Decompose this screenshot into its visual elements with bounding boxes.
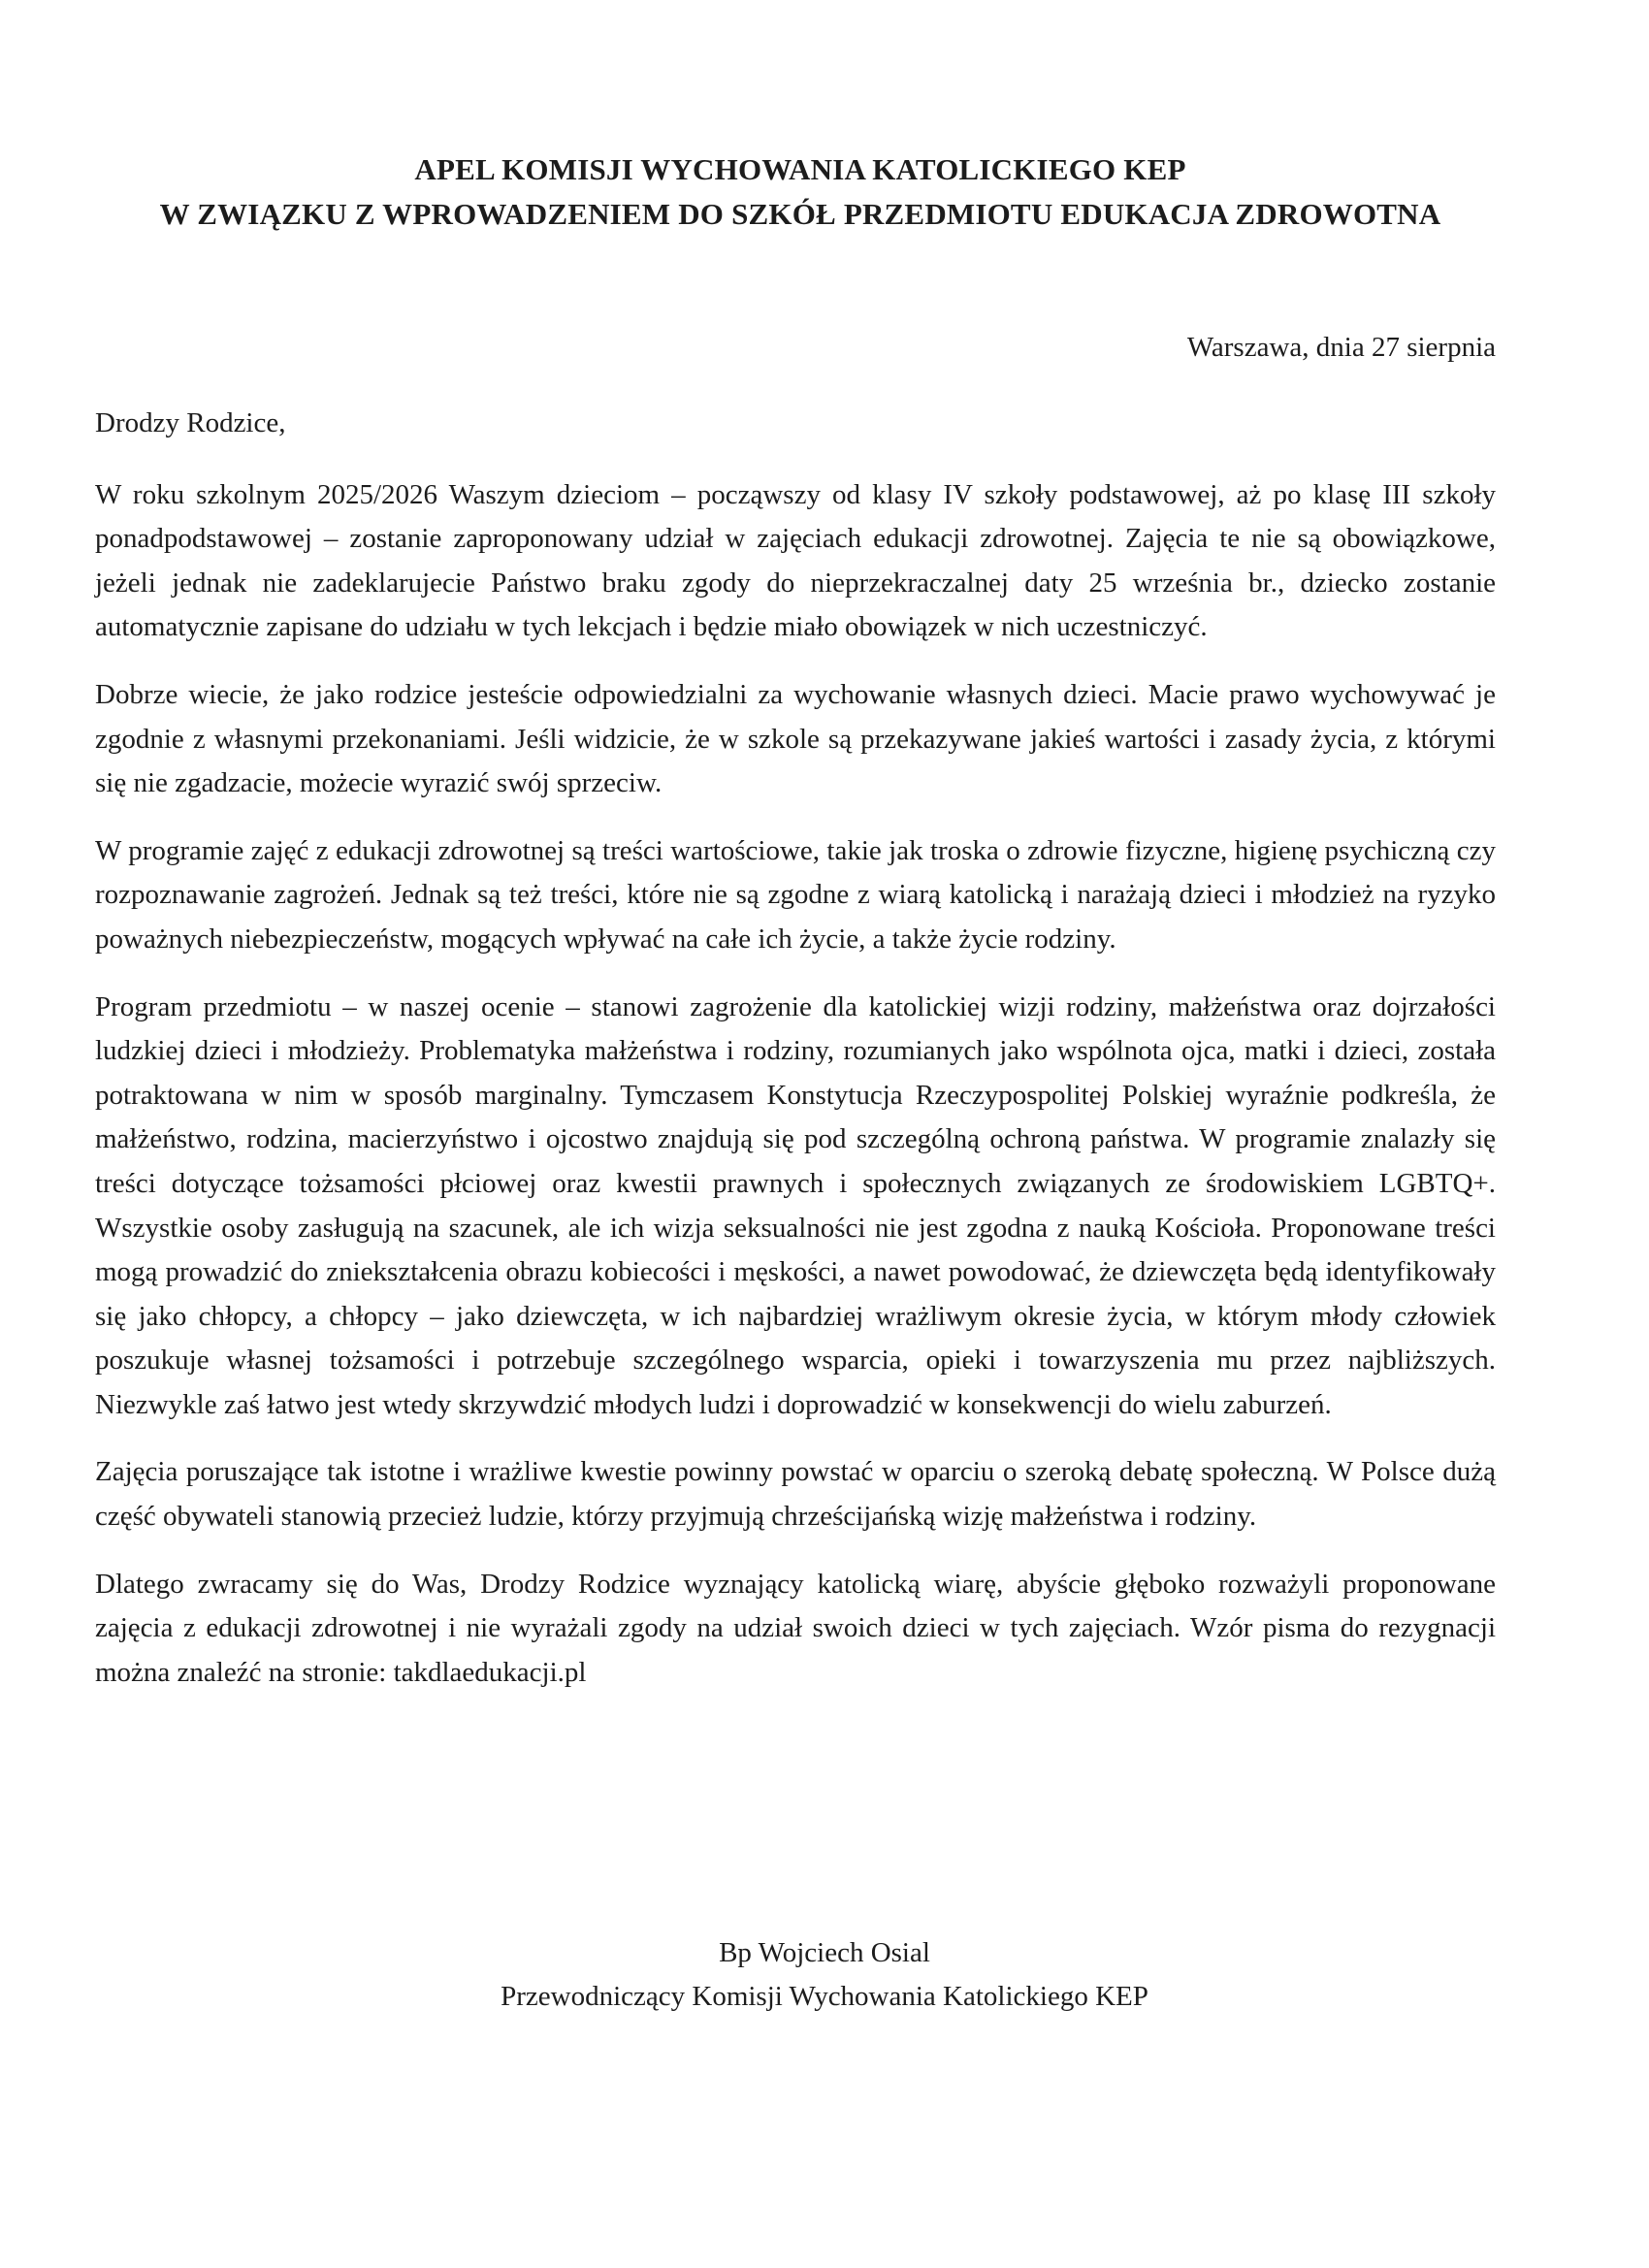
paragraph-5: Zajęcia poruszające tak istotne i wrażliwe kwestie powinny powstać w oparciu o szeroką debatę społeczną. W Polsce dużą część obywateli stanowią przecież ludzie, którzy przyjmują chrześcijańską wizję małżeństwa i rodziny.	[95, 1456, 1496, 1533]
place-and-date: Warszawa, dnia 27 sierpnia	[1186, 332, 1496, 363]
title-line-1: APEL KOMISJI WYCHOWANIA KATOLICKIEGO KEP	[414, 152, 1186, 186]
signature-name: Bp Wojciech Osial	[719, 1937, 930, 1968]
signature-role: Przewodniczący Komisji Wychowania Katolickiego KEP	[501, 1981, 1148, 2012]
paragraph-2: Dobrze wiecie, że jako rodzice jesteście odpowiedzialni za wychowanie własnych dzieci. Macie prawo wychowywać je zgodnie z własnymi przekonaniami. Jeśli widzicie, że w szkole są przekazywane jakieś wartości i zasady życia, z którymi się nie zgadzacie, możecie wyrazić swój sprzeciw.	[95, 678, 1496, 799]
title-line-2: W ZWIĄZKU Z WPROWADZENIEM DO SZKÓŁ PRZEDMIOTU EDUKACJA ZDROWOTNA	[159, 197, 1441, 231]
greeting: Drodzy Rodzice,	[95, 407, 286, 438]
letter-body	[95, 402, 1496, 1695]
document-title	[97, 147, 1504, 237]
paragraph-4: Program przedmiotu – w naszej ocenie – stanowi zagrożenie dla katolickiej wizji rodziny, małżeństwa oraz dojrzałości ludzkiej dzieci i młodzieży. Problematyka małżeństwa i rodziny, rozumianych jako wspólnota ojca, matki i dzieci, została potraktowana w nim w sposób marginalny. Tymczasem Konstytucja Rzeczypospolitej Polskiej wyraźnie podkreśla, że małżeństwo, rodzina, macierzyństwo i ojcostwo znajdują się pod szczególną ochroną państwa. W programie znalazły się treści dotyczące tożsamości płciowej oraz kwestii prawnych i społecznych związanych ze środowiskiem LGBTQ+. Wszystkie osoby zasługują na szacunek, ale ich wizja seksualności nie jest zgodna z nauką Kościoła. Proponowane treści mogą prowadzić do zniekształcenia obrazu kobiecości i męskości, a nawet powodować, że dziewczęta będą identyfikowały się jako chłopcy, a chłopcy – jako dziewczęta, w ich najbardziej wrażliwym okresie życia, w którym młody człowiek poszukuje własnej tożsamości i potrzebuje szczególnego wsparcia, opieki i towarzyszenia mu przez najbliższych. Niezwykle zaś łatwo jest wtedy skrzywdzić młodych ludzi i doprowadzić w konsekwencji do wielu zaburzeń.	[95, 990, 1496, 1420]
paragraph-3: W programie zajęć z edukacji zdrowotnej są treści wartościowe, takie jak troska o zdrowie fizyczne, higienę psychiczną czy rozpoznawanie zagrożeń. Jednak są też treści, które nie są zgodne z wiarą katolicką i narażają dzieci i młodzież na ryzyko poważnych niebezpieczeństw, mogących wpływać na całe ich życie, a także życie rodziny.	[95, 834, 1496, 955]
paragraph-6: Dlatego zwracamy się do Was, Drodzy Rodzice wyznający katolicką wiarę, abyście głęboko rozważyli proponowane zajęcia z edukacji zdrowotnej i nie wyrażali zgody na udział swoich dzieci w tych zajęciach. Wzór pisma do rezygnacji można znaleźć na stronie: takdlaedukacji.pl	[95, 1568, 1496, 1688]
paragraph-1: W roku szkolnym 2025/2026 Waszym dzieciom – począwszy od klasy IV szkoły podstawowej, aż po klasę III szkoły ponadpodstawowej – zostanie zaproponowany udział w zajęciach edukacji zdrowotnej. Zajęcia te nie są obowiązkowe, jeżeli jednak nie zadeklarujecie Państwo braku zgody do nieprzekraczalnej daty 25 września br., dziecko zostanie automatycznie zapisane do udziału w tych lekcjach i będzie miało obowiązek w nich uczestniczyć.	[95, 478, 1496, 643]
signature-block	[291, 1931, 1358, 2019]
